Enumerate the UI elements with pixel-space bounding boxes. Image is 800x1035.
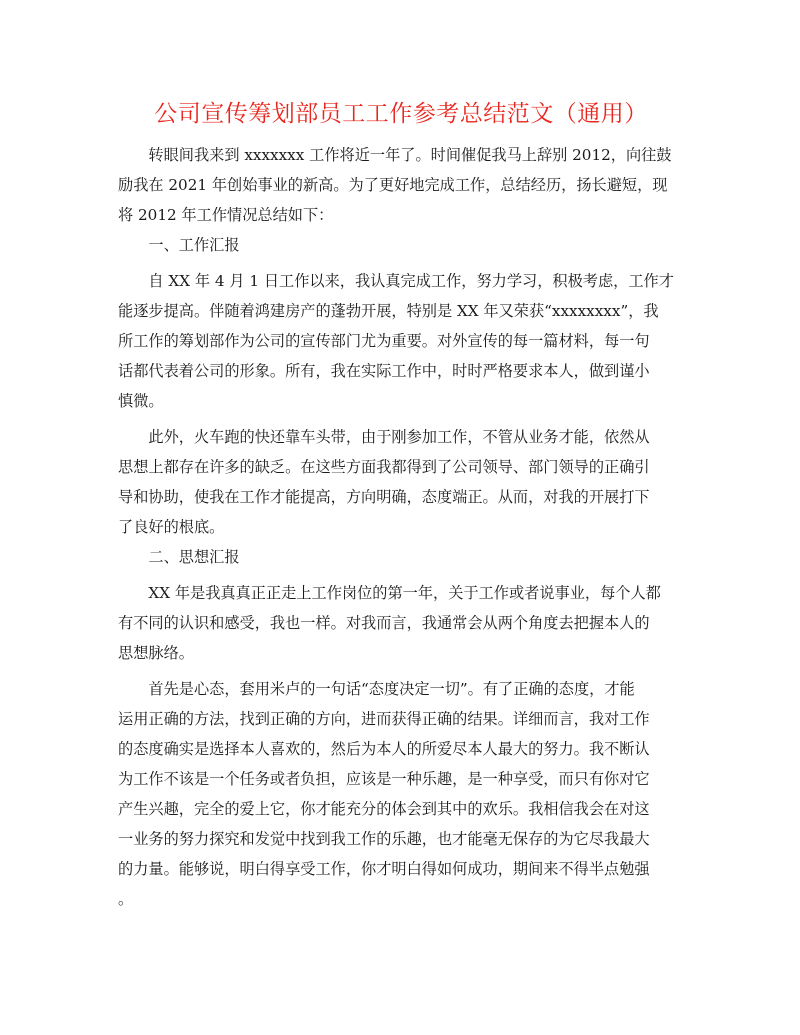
paragraph-line: 能逐步提高。伴随着鸿建房产的蓬勃开展，特别是 XX 年又荣获“xxxxxxxx”，我 [118, 302, 659, 320]
paragraph-line: 思想脉络。 [118, 644, 194, 662]
paragraph-line: 慎微。 [118, 392, 164, 410]
paragraph-line: 将 2012 年工作情况总结如下： [118, 206, 334, 224]
paragraph-line: 首先是心态，套用米卢的一句话“态度决定一切”。有了正确的态度，才能 [148, 680, 635, 698]
paragraph-line: 转眼间我来到 xxxxxxx 工作将近一年了。时间催促我马上辞别 2012，向往鼓 [148, 146, 672, 164]
paragraph-line: 所工作的筹划部作为公司的宣传部门尤为重要。对外宣传的每一篇材料，每一句 [118, 332, 650, 350]
paragraph-line: 话都代表着公司的形象。所有，我在实际工作中，时时严格要求本人，做到谨小 [118, 362, 650, 380]
paragraph-line: 运用正确的方法，找到正确的方向，进而获得正确的结果。详细而言，我对工作 [118, 710, 650, 728]
intro-paragraph [118, 140, 684, 230]
paragraph-line: 了良好的根底。 [118, 518, 225, 536]
section-heading-thought-report: 二、思想汇报 [148, 548, 240, 566]
paragraph-line: 思想上都存在许多的缺乏。在这些方面我都得到了公司领导、部门领导的正确引 [118, 458, 650, 476]
paragraph-line: 有不同的认识和感受，我也一样。对我而言，我通常会从两个角度去把握本人的 [118, 614, 650, 632]
paragraph-line: XX 年是我真真正正走上工作岗位的第一年，关于工作或者说事业，每个人都 [148, 584, 661, 602]
thought-report-paragraph-2 [118, 674, 684, 914]
work-report-paragraph-1 [118, 266, 684, 416]
paragraph-line: 励我在 2021 年创始事业的新高。为了更好地完成工作，总结经历，扬长避短，现 [118, 176, 668, 194]
section-heading-work-report: 一、工作汇报 [148, 236, 240, 254]
document-title: 公司宣传筹划部员工工作参考总结范文（通用） [154, 101, 648, 127]
work-report-paragraph-2 [118, 422, 684, 542]
document-page [118, 94, 684, 914]
paragraph-line: 此外，火车跑的快还靠车头带，由于刚参加工作，不管从业务才能，依然从 [148, 428, 650, 446]
paragraph-line: 一业务的努力探究和发觉中找到我工作的乐趣，也才能毫无保存的为它尽我最大 [118, 830, 650, 848]
paragraph-line: 产生兴趣，完全的爱上它，你才能充分的体会到其中的欢乐。我相信我会在对这 [118, 800, 650, 818]
paragraph-line: 。 [118, 890, 134, 908]
paragraph-line: 自 XX 年 4 月 1 日工作以来，我认真完成工作，努力学习，积极考虑，工作才 [148, 272, 674, 290]
thought-report-paragraph-1 [118, 578, 684, 668]
paragraph-line: 导和协助，使我在工作才能提高，方向明确，态度端正。从而，对我的开展打下 [118, 488, 650, 506]
paragraph-line: 为工作不该是一个任务或者负担，应该是一种乐趣，是一种享受，而只有你对它 [118, 770, 650, 788]
paragraph-line: 的力量。能够说，明白得享受工作，你才明白得如何成功，期间来不得半点勉强 [118, 860, 650, 878]
paragraph-line: 的态度确实是选择本人喜欢的，然后为本人的所爱尽本人最大的努力。我不断认 [118, 740, 650, 758]
